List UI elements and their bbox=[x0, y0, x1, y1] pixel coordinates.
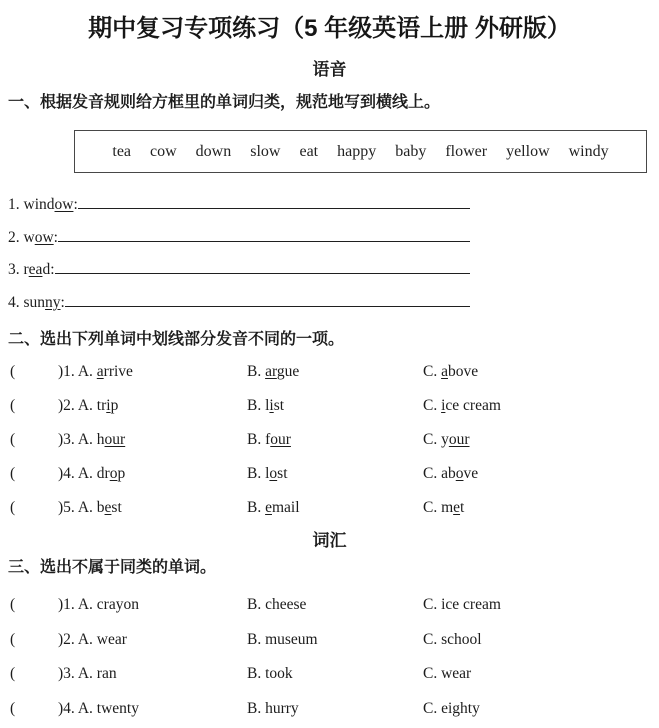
option-a[interactable]: )3. A. hour bbox=[58, 431, 126, 448]
word-bank-box bbox=[74, 130, 647, 173]
item-word-label: 2. wow: bbox=[8, 228, 58, 246]
option-c[interactable]: C. ice cream bbox=[423, 596, 501, 614]
part1-classification-list bbox=[0, 189, 659, 319]
worksheet-page bbox=[0, 14, 659, 728]
answer-bracket[interactable]: ( bbox=[10, 665, 16, 683]
answer-blank-line[interactable] bbox=[78, 195, 470, 209]
option-c[interactable]: C. wear bbox=[423, 665, 472, 683]
option-a[interactable]: )1. A. crayon bbox=[58, 596, 139, 614]
answer-bracket[interactable]: ( bbox=[10, 397, 16, 414]
word-bank-words: tea cow down slow eat happy baby flower yellow windy bbox=[112, 142, 609, 160]
option-a[interactable]: )4. A. drop bbox=[58, 465, 126, 482]
option-c[interactable]: C. above bbox=[423, 465, 479, 482]
question-row bbox=[0, 355, 659, 389]
item-word-label: 3. read: bbox=[8, 261, 55, 278]
option-b[interactable]: B. took bbox=[247, 665, 293, 683]
answer-bracket[interactable]: ( bbox=[10, 431, 16, 448]
option-c[interactable]: C. met bbox=[423, 499, 465, 516]
part3-heading: 三、选出不属于同类的单词。 bbox=[8, 559, 217, 576]
classification-item bbox=[8, 189, 470, 222]
part2-question-list bbox=[0, 355, 659, 525]
option-c[interactable]: C. eighty bbox=[423, 699, 480, 717]
classification-item bbox=[8, 254, 470, 287]
option-c[interactable]: C. your bbox=[423, 431, 470, 448]
part3-question-list bbox=[0, 588, 659, 728]
answer-bracket[interactable]: ( bbox=[10, 630, 16, 648]
answer-blank-line[interactable] bbox=[55, 260, 471, 274]
part1-heading: 一、根据发音规则给方框里的单词归类，规范地写到横线上。 bbox=[8, 94, 441, 111]
part2-heading: 二、选出下列单词中划线部分发音不同的一项。 bbox=[8, 331, 345, 348]
question-row bbox=[0, 588, 659, 623]
option-c[interactable]: C. school bbox=[423, 630, 482, 648]
section-phonetics-header: 语音 bbox=[312, 60, 347, 79]
option-a[interactable]: )2. A. wear bbox=[58, 630, 127, 648]
page-title: 期中复习专项练习（5 年级英语上册 外研版） bbox=[88, 15, 571, 42]
classification-item bbox=[8, 287, 470, 320]
question-row bbox=[0, 692, 659, 727]
question-row bbox=[0, 389, 659, 423]
answer-blank-line[interactable] bbox=[65, 293, 470, 307]
option-a[interactable]: )2. A. trip bbox=[58, 397, 119, 414]
option-a[interactable]: )3. A. ran bbox=[58, 665, 117, 683]
question-row bbox=[0, 423, 659, 457]
option-b[interactable]: B. list bbox=[247, 397, 285, 414]
question-row bbox=[0, 657, 659, 692]
answer-bracket[interactable]: ( bbox=[10, 596, 16, 614]
item-word-label: 4. sunny: bbox=[8, 293, 65, 311]
classification-item bbox=[8, 222, 470, 255]
question-row bbox=[0, 623, 659, 658]
option-a[interactable]: )5. A. best bbox=[58, 499, 122, 516]
question-row bbox=[0, 457, 659, 491]
option-b[interactable]: B. hurry bbox=[247, 699, 299, 717]
option-c[interactable]: C. ice cream bbox=[423, 397, 501, 414]
answer-blank-line[interactable] bbox=[58, 228, 470, 242]
question-row bbox=[0, 491, 659, 525]
option-b[interactable]: B. email bbox=[247, 499, 300, 516]
option-c[interactable]: C. above bbox=[423, 363, 479, 380]
answer-bracket[interactable]: ( bbox=[10, 363, 16, 380]
answer-bracket[interactable]: ( bbox=[10, 699, 16, 717]
answer-bracket[interactable]: ( bbox=[10, 499, 16, 516]
option-a[interactable]: )1. A. arrive bbox=[58, 363, 133, 380]
item-word-label: 1. window: bbox=[8, 196, 78, 213]
option-b[interactable]: B. cheese bbox=[247, 596, 307, 614]
option-b[interactable]: B. four bbox=[247, 431, 291, 448]
option-b[interactable]: B. lost bbox=[247, 465, 288, 482]
section-vocabulary-header: 词汇 bbox=[312, 531, 347, 550]
option-b[interactable]: B. museum bbox=[247, 630, 318, 648]
option-a[interactable]: )4. A. twenty bbox=[58, 699, 139, 717]
option-b[interactable]: B. argue bbox=[247, 363, 300, 380]
answer-bracket[interactable]: ( bbox=[10, 465, 16, 482]
